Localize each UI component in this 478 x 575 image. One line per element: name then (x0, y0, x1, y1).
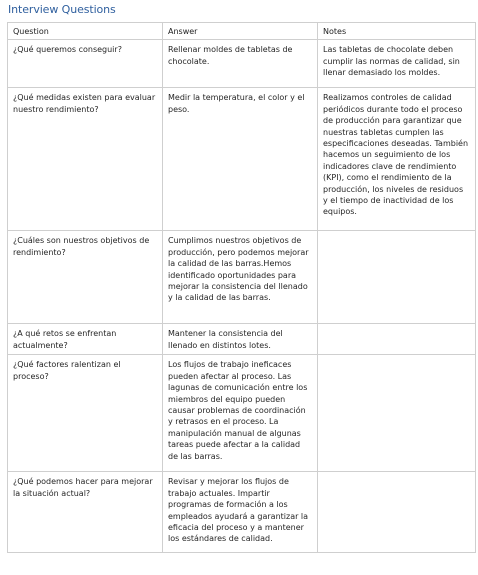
answer-cell[interactable]: Rellenar moldes de tabletas de chocolate. (163, 40, 318, 88)
notes-cell[interactable] (318, 472, 476, 553)
notes-cell[interactable] (318, 231, 476, 324)
table-row (8, 88, 476, 231)
question-cell[interactable]: ¿Qué podemos hacer para mejorar la situación actual? (8, 472, 163, 553)
notes-cell[interactable]: Las tabletas de chocolate deben cumplir las normas de calidad, sin llenar demasiado los moldes. (318, 40, 476, 88)
page-title: Interview Questions (8, 3, 116, 16)
answer-cell[interactable]: Cumplimos nuestros objetivos de producción, pero podemos mejorar la calidad de las barras.Hemos identificado oportunidades para mejorar la consistencia del llenado y la calidad de las barras. (163, 231, 318, 324)
notes-cell[interactable]: Realizamos controles de calidad periódicos durante todo el proceso de producción para garantizar que nuestras tabletas cumplen las especificaciones deseadas. También hacemos un seguimiento de los indicadores clave de rendimiento (KPI), como el rendimiento de la producción, los niveles de residuos y el tiempo de inactividad de los equipos. (318, 88, 476, 231)
question-cell[interactable]: ¿Qué medidas existen para evaluar nuestro rendimiento? (8, 88, 163, 231)
question-cell[interactable]: ¿Cuáles son nuestros objetivos de rendimiento? (8, 231, 163, 324)
table-row (8, 231, 476, 324)
table-row (8, 472, 476, 553)
question-cell[interactable]: ¿A qué retos se enfrentan actualmente? (8, 324, 163, 355)
header-notes: Notes (318, 23, 476, 40)
question-cell[interactable]: ¿Qué factores ralentizan el proceso? (8, 355, 163, 472)
answer-cell[interactable]: Revisar y mejorar los flujos de trabajo actuales. Impartir programas de formación a los empleados ayudará a garantizar la eficacia del proceso y a mantener los estándares de calidad. (163, 472, 318, 553)
interview-table (7, 22, 476, 553)
answer-cell[interactable]: Medir la temperatura, el color y el peso. (163, 88, 318, 231)
answer-cell[interactable]: Los flujos de trabajo ineficaces pueden afectar al proceso. Las lagunas de comunicación entre los miembros del equipo pueden causar problemas de coordinación y retrasos en el proceso. La manipulación manual de algunas tareas puede afectar a la calidad de las barras. (163, 355, 318, 472)
header-question: Question (8, 23, 163, 40)
header-answer: Answer (163, 23, 318, 40)
table-row (8, 355, 476, 472)
table-header-row (8, 23, 476, 40)
notes-cell[interactable] (318, 324, 476, 355)
answer-cell[interactable]: Mantener la consistencia del llenado en distintos lotes. (163, 324, 318, 355)
notes-cell[interactable] (318, 355, 476, 472)
table-row (8, 40, 476, 88)
table-row (8, 324, 476, 355)
question-cell[interactable]: ¿Qué queremos conseguir? (8, 40, 163, 88)
